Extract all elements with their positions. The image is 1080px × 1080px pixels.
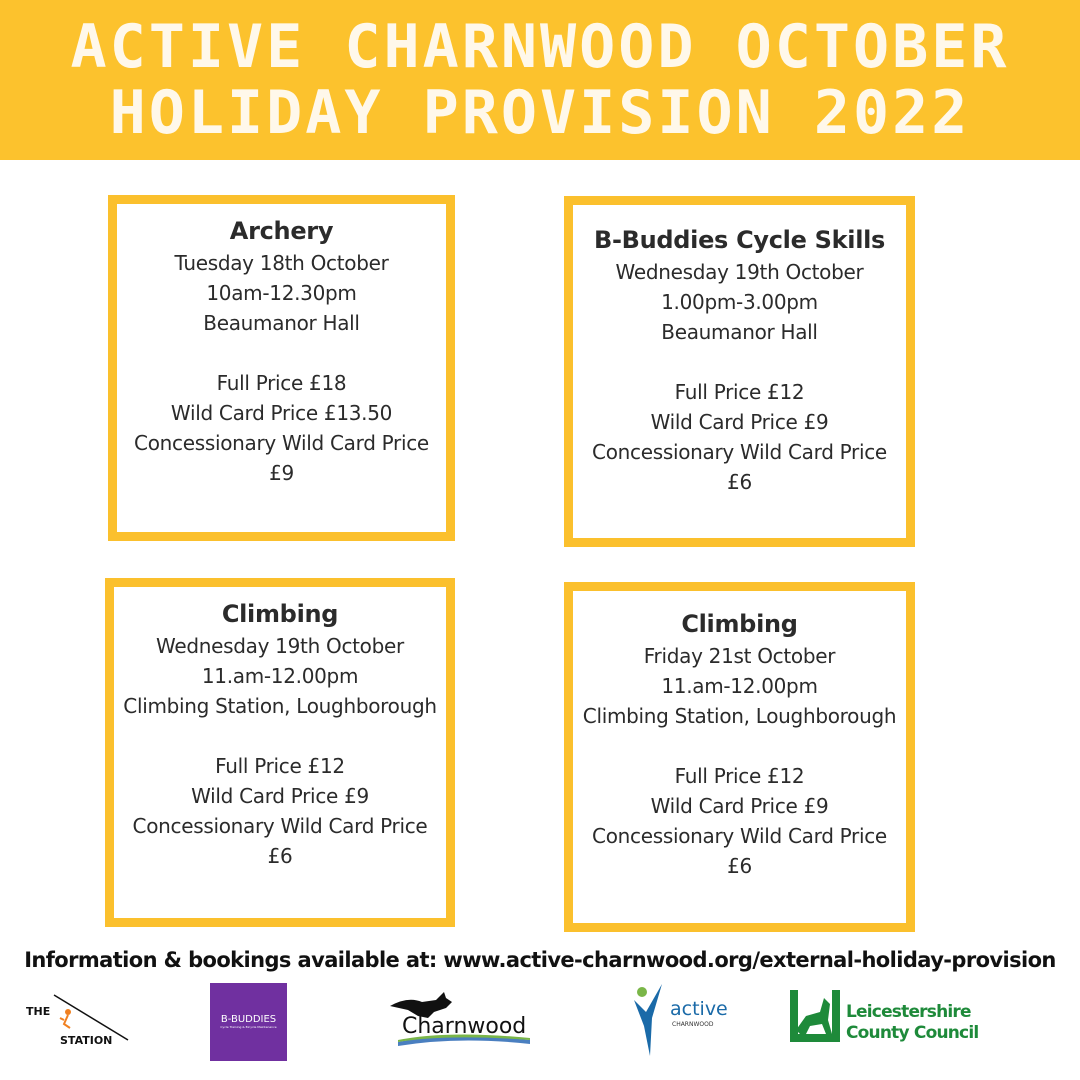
active-text: active [670,998,728,1020]
concessionary-label: Concessionary Wild Card Price [132,814,428,838]
card-venue: Climbing Station, Loughborough [582,704,897,728]
card-date: Wednesday 19th October [156,634,404,658]
concessionary-price: £9 [269,461,294,485]
bbuddies-name: B-BUDDIES [220,1014,277,1025]
wild-card-price: Wild Card Price £9 [191,784,369,808]
concessionary-price: £6 [727,854,752,878]
card-title: Archery [229,217,334,245]
card-title: Climbing [221,600,339,628]
lcc-line-2: County Council [846,1023,979,1043]
concessionary-label: Concessionary Wild Card Price [592,440,887,464]
card-time: 11.am-12.00pm [201,664,359,688]
spacer [117,338,446,368]
card-venue: Climbing Station, Loughborough [123,694,437,718]
charnwood-text: Charnwood [402,1014,527,1039]
card-time: 11.am-12.00pm [661,674,818,698]
charnwood-logo [388,988,533,1048]
active-figure-icon [632,982,672,1057]
card-date: Wednesday 19th October [615,260,864,284]
card-title: B-Buddies Cycle Skills [593,226,886,254]
activity-card-climbing-wed [105,578,455,927]
card-venue: Beaumanor Hall [661,320,818,344]
lcc-line-1: Leicestershire [846,1002,971,1022]
spacer [114,721,446,751]
climbing-station-logo [24,990,134,1050]
active-charnwood-logo [632,982,732,1057]
logo-text-station: STATION [60,1034,113,1047]
bbuddies-logo [210,983,287,1061]
title-line-1: ACTIVE CHARNWOOD OCTOBER [70,12,1010,82]
concessionary-label: Concessionary Wild Card Price [134,431,429,455]
full-price: Full Price £12 [674,380,805,404]
activity-card-climbing-fri [564,582,915,932]
activity-card-archery [108,195,455,541]
spacer [573,731,906,761]
concessionary-price: £6 [267,844,293,868]
full-price: Full Price £18 [216,371,347,395]
active-sub-text: CHARNWOOD [672,1021,714,1028]
card-date: Tuesday 18th October [174,251,389,275]
full-price: Full Price £12 [674,764,805,788]
concessionary-price: £6 [727,470,752,494]
wild-card-price: Wild Card Price £9 [650,794,829,818]
booking-info[interactable]: Information & bookings available at: www.active-charnwood.org/external-holiday-provision [24,948,1056,972]
card-venue: Beaumanor Hall [203,311,360,335]
lcc-fox-icon [790,990,840,1042]
concessionary-label: Concessionary Wild Card Price [592,824,887,848]
header-banner [0,0,1080,160]
title-line-2: HOLIDAY PROVISION 2022 [109,78,971,148]
card-time: 1.00pm-3.00pm [661,290,818,314]
activity-card-bbuddies [564,196,915,547]
full-price: Full Price £12 [215,754,345,778]
logo-text-the: THE [26,1005,51,1018]
bbuddies-tagline: Cycle Training & Bicycle Maintenance [220,1025,277,1029]
card-date: Friday 21st October [643,644,836,668]
spacer [573,347,906,377]
wild-card-price: Wild Card Price £9 [650,410,829,434]
wild-card-price: Wild Card Price £13.50 [170,401,393,425]
lcc-logo [790,990,980,1045]
card-time: 10am-12.30pm [206,281,357,305]
card-title: Climbing [681,610,798,638]
